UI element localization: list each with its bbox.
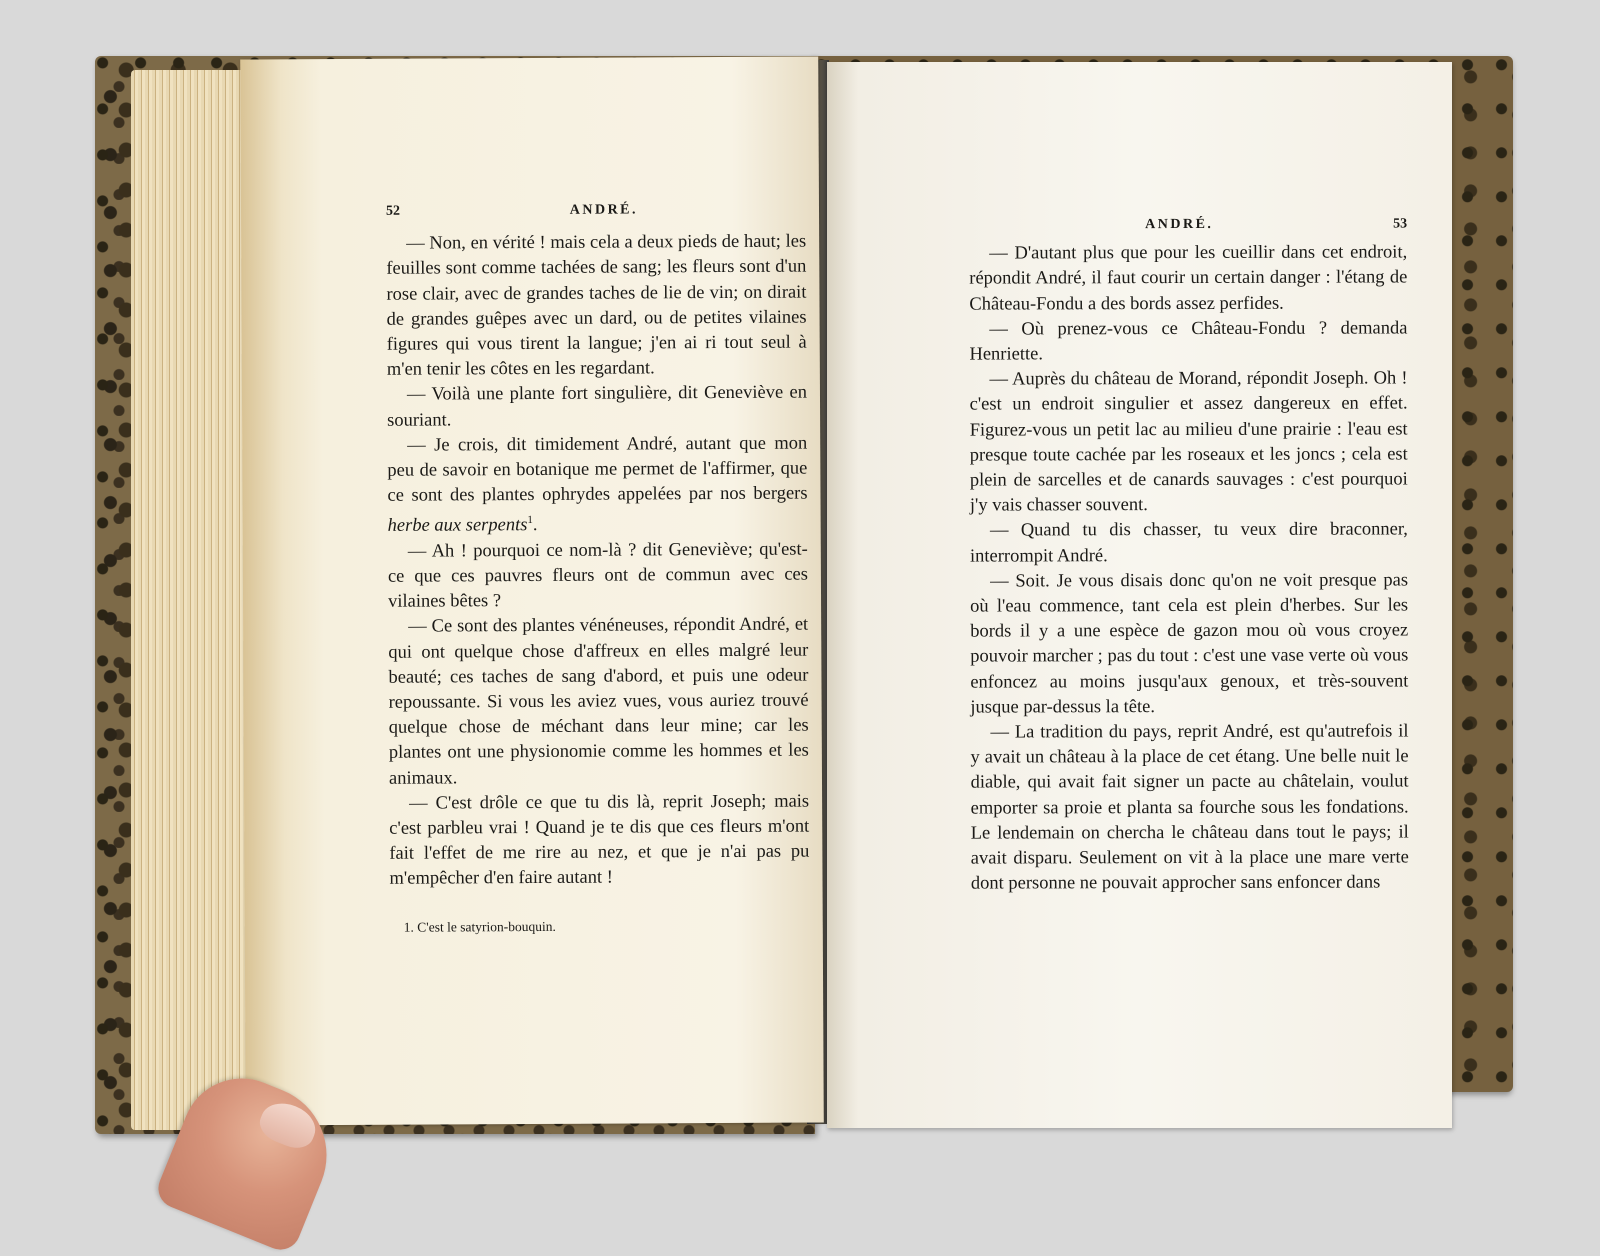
- left-running-head: [386, 197, 806, 224]
- paragraph: — Où prenez-vous ce Château-Fondu ? demanda Henriette.: [969, 318, 1408, 365]
- footnote-mark: 1: [527, 514, 533, 527]
- paragraph: — La tradition du pays, reprit André, est qu'autrefois il y avait un château à la place de cet étang. Une belle nuit le diable, qui avait fait signer un pacte au châtelain, voulut emporter sa proie et planta sa fourche sous les fondations. Le lendemain on chercha le château dans tout le pays; il avait disparu. Seulement on vit à la place une mare verte dont personne ne pouvait approcher sans enfoncer dans: [970, 721, 1409, 894]
- paragraph: — Non, en vérité ! mais cela a deux pieds de haut; les feuilles sont comme tachées de sang; les fleurs sont d'un rose clair, avec de grandes taches de lie de vin; on dirait de grandes guêpes avec un dard, ou de petites vilaines figures qui vous tirent la langue; j'en ai ri tout seul à m'en tenir les côtes en les regardant.: [386, 231, 807, 380]
- paragraph-text: — Je crois, dit timidement André, autant que mon peu de savoir en botanique me permet de l'affirmer, que ce sont des plantes ophrydes appelées par nos bergers: [387, 433, 808, 506]
- left-page-number: 52: [385, 203, 401, 219]
- paragraph: — Ah ! pourquoi ce nom-là ? dit Geneviève; qu'est-ce que ces pauvres fleurs ont de commun avec ces vilaines bêtes ?: [387, 539, 808, 612]
- left-page-text: [386, 197, 810, 937]
- right-running-head: [969, 211, 1407, 237]
- left-page: [240, 56, 824, 1125]
- paragraph: — Soit. Je vous disais donc qu'on ne voit presque pas où l'eau commence, tant cela est plein d'herbes. Sur les bords il y a une espèce de gazon mou où vous croyez pouvoir marcher ; pas du tout : c'est une vase verte où vous enfoncez au moins jusqu'aux genoux, et très-souvent jusque par-dessus la tête.: [970, 570, 1409, 718]
- right-running-title: ANDRÉ.: [1145, 216, 1214, 233]
- paragraph: — D'autant plus que pour les cueillir dans cet endroit, répondit André, il faut courir un certain danger : l'étang de Château-Fondu a des bords assez perfides.: [969, 242, 1408, 315]
- right-page-text: [969, 211, 1409, 897]
- right-page-number: 53: [1393, 216, 1408, 232]
- paragraph: — Auprès du château de Morand, répondit Joseph. Oh ! c'est un endroit singulier et assez dangereux en effet. Figurez-vous un petit lac au milieu d'une prairie : l'eau est presque toute cachée par les roseaux et les joncs ; cela est plein de sarcelles et de canards sauvages : c'est pourquoi j'y vais chasser souvent.: [969, 368, 1408, 516]
- open-book: [95, 52, 1513, 1140]
- footnote: 1. C'est le satyrion-bouquin.: [403, 918, 556, 935]
- paragraph: — C'est drôle ce que tu dis là, reprit Joseph; mais c'est parbleu vrai ! Quand je te dis que ces fleurs m'ont fait l'effet de me rire au nez, et que je n'ai pas pu m'empêcher d'en faire autant !: [389, 791, 810, 890]
- left-running-title: ANDRÉ.: [569, 202, 639, 218]
- paragraph: [387, 431, 808, 539]
- paragraph-text: .: [532, 515, 538, 536]
- paragraph: — Ce sont des plantes vénéneuses, répondit André, et qui ont quelque chose d'affreux en elles malgré leur beauté; ces taches de sang d'abord, et puis une odeur repoussante. Si vous les aviez vues, vous auriez trouvé quelque chose de méchant dans leur mine; car les plantes ont une physionomie comme les hommes et les animaux.: [388, 614, 809, 789]
- italic-term: herbe aux serpents: [387, 515, 528, 537]
- right-page: [827, 62, 1452, 1128]
- paragraph: — Voilà une plante fort singulière, dit Geneviève en souriant.: [387, 382, 808, 431]
- paragraph: — Quand tu dis chasser, tu veux dire braconner, interrompit André.: [969, 519, 1408, 567]
